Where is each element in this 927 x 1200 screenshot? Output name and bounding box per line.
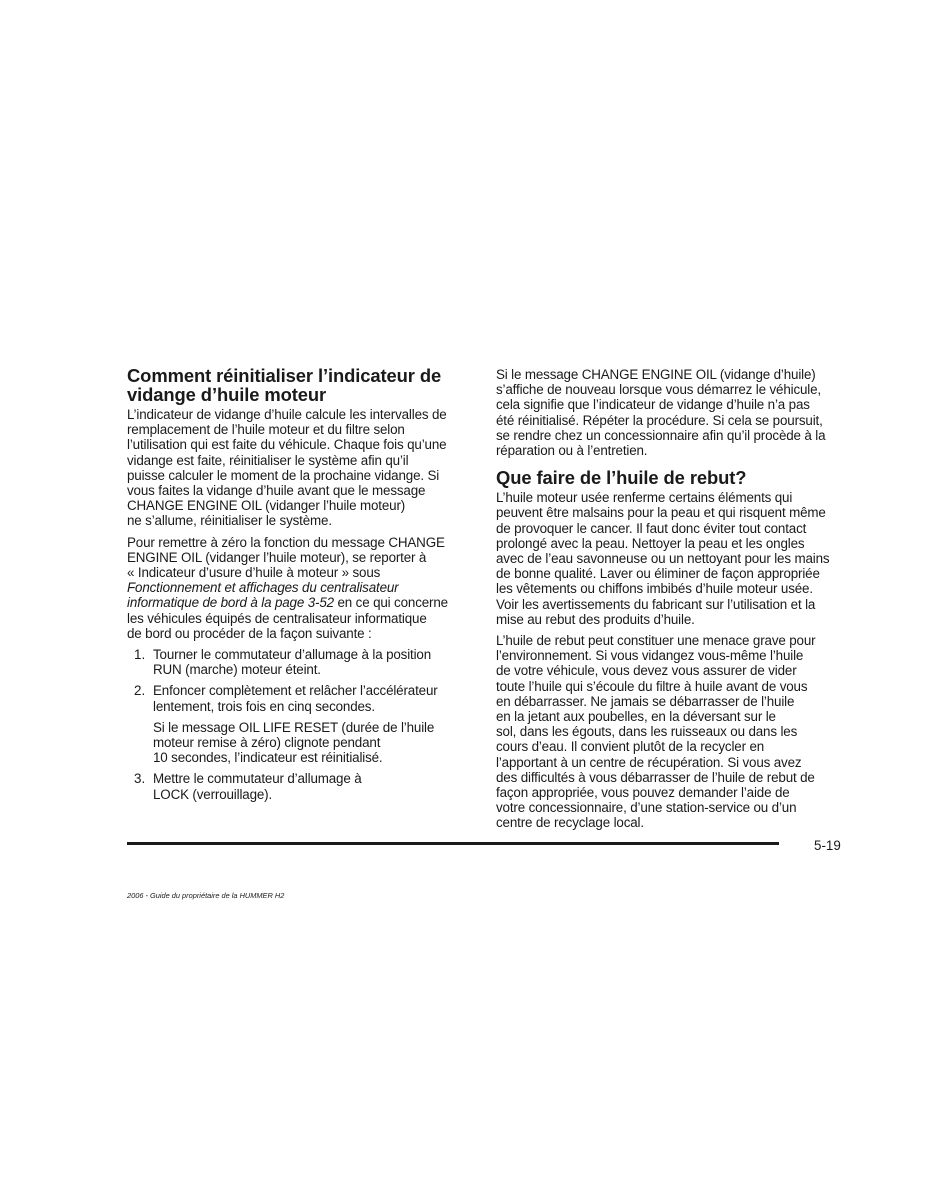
step-text: Mettre le commutateur d’allumage à LOCK (verrouillage). [153, 771, 362, 802]
reset-steps-list [127, 647, 472, 802]
footer-text: 2006 - Guide du propriétaire de la HUMMER H2 [127, 891, 285, 900]
footer-rule-divider [127, 842, 779, 845]
page-number: 5-19 [814, 838, 841, 853]
section-heading-waste-oil: Que faire de l’huile de rebut? [496, 467, 747, 489]
step-text: Enfoncer complètement et relâcher l’accélérateur lentement, trois fois en cinq secondes. [153, 683, 438, 714]
list-item [127, 647, 472, 677]
paragraph-environment: L’huile de rebut peut constituer une menace grave pour l’environnement. Si vous vidangez vous-même l’huile de votre véhicule, vous devez vous assurer de vider toute l’huile qui s’écoule du filtre à huile avant de vous en débarrasser. Ne jamais se débarrasser de l’huile en la jetant aux poubelles, en la déversant sur le sol, dans les égouts, dans les ruisseaux ou dans les cours d’eau. Il convient plutôt de la recycler en l’apportant à un centre de récupération. Si vous avez des difficultés à vous débarrasser de l’huile de rebut de façon appropriée, vous pouvez demander l’aide de votre concessionnaire, d’une station-service ou d’un centre de recyclage local. [496, 633, 816, 831]
step-note: Si le message OIL LIFE RESET (durée de l’huile moteur remise à zéro) clignote pendant 10 secondes, l’indicateur est réinitialisé. [153, 719, 435, 766]
step-number: 3. [134, 771, 146, 787]
step-number: 1. [134, 647, 146, 663]
step-text: Tourner le commutateur d’allumage à la position RUN (marche) moteur éteint. [153, 647, 432, 678]
left-column [127, 366, 472, 808]
manual-cross-reference: Fonctionnement et affichages du centralisateur informatique de bord à la page 3-52 [127, 580, 399, 611]
paragraph-reset-procedure [127, 535, 472, 641]
list-item [127, 683, 472, 765]
paragraph-intro: L’indicateur de vidange d’huile calcule les intervalles de remplacement de l’huile moteur et du filtre selon l’utilisation qui est faite du véhicule. Chaque fois qu’une vidange est faite, réinitialiser le système afin qu’il puisse calculer le moment de la prochaine vidange. Si vous faites la vidange d’huile avant que le message CHANGE ENGINE OIL (vidanger l’huile moteur) ne s’allume, réinitialiser le système. [127, 407, 447, 529]
section-heading-reset-indicator: Comment réinitialiser l’indicateur de vidange d’huile moteur [127, 365, 442, 405]
list-item [127, 771, 472, 801]
reset-procedure-text-end: en ce qui concerne les véhicules équipés de centralisateur informatique de bord ou procéder de la façon suivante : [127, 595, 448, 641]
paragraph-health-warning: L’huile moteur usée renferme certains éléments qui peuvent être malsains pour la peau et qui risquent même de provoquer le cancer. Il faut donc éviter tout contact prolongé avec la peau. Nettoyer la peau et les ongles avec de l’eau savonneuse ou un nettoyant pour les mains de bonne qualité. Laver ou éliminer de façon appropriée les vêtements ou chiffons imbibés d’huile moteur usée. Voir les avertissements du fabricant sur l’utilisation et la mise au rebut des produits d’huile. [496, 490, 830, 627]
step-number: 2. [134, 683, 146, 699]
reset-procedure-text-start: Pour remettre à zéro la fonction du message CHANGE ENGINE OIL (vidanger l’huile moteur), se reporter à « Indicateur d’usure d’huile à moteur » sous [127, 534, 445, 581]
right-column [496, 367, 844, 837]
paragraph-message-reappears: Si le message CHANGE ENGINE OIL (vidange d’huile) s’affiche de nouveau lorsque vous démarrez le véhicule, cela signifie que l’indicateur de vidange d’huile n’a pas été réinitialisé. Répéter la procédure. Si cela se poursuit, se rendre chez un concessionnaire afin qu’il procède à la réparation ou à l’entretien. [496, 367, 826, 459]
